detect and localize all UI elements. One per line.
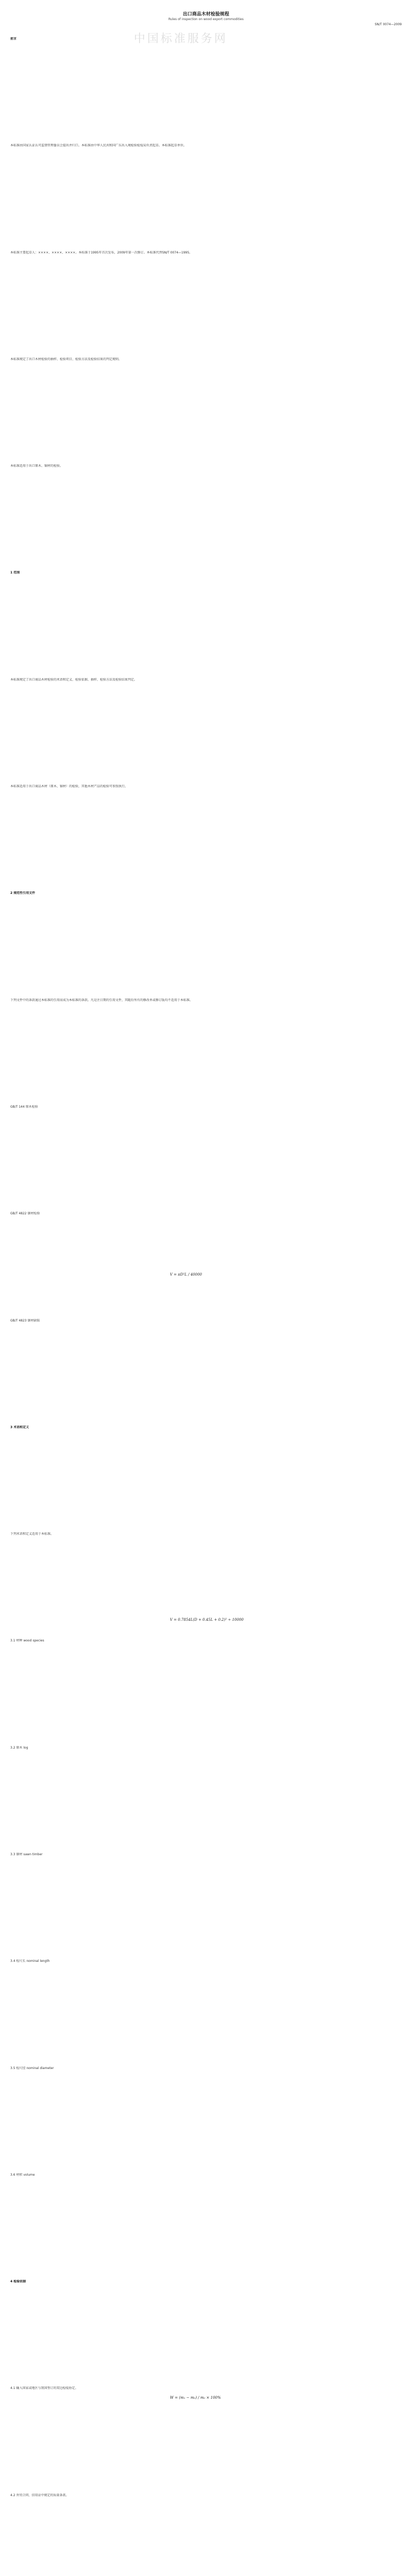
text-line: 本标准主要起草人：××××、××××、××××。本标准于1995年首次发布，2009年第一次修订。本标准代替SN/T 0074—1995。 — [10, 251, 193, 255]
text-line: 下列文件中的条款通过本标准的引用而成为本标准的条款。凡是注日期的引用文件，其随后所有的修改单或修订版均不适用于本标准。 — [10, 998, 193, 1002]
text-line: 4.1 输入国家或地区与我国签订的双边检疫协定。 — [10, 2386, 78, 2390]
text-line: GB/T 4823 锯材缺陷 — [10, 1319, 40, 1323]
text-line: 本标准适用于出口原木、锯材的检验。 — [10, 464, 63, 468]
text-line: 下列术语和定义适用于本标准。 — [10, 1532, 54, 1536]
standard-number: SN/T 0074—2009 — [374, 23, 402, 26]
text-line: 3.5 检尺径 nominal diameter — [10, 2066, 54, 2070]
text-line: GB/T 4822 锯材检验 — [10, 1212, 40, 1215]
text-line: 3.3 锯材 sawn timber — [10, 1853, 43, 1856]
text-line: 前言 — [10, 37, 17, 41]
watermark: 中国标准服务网 — [134, 32, 228, 45]
text-line: 本标准规定了出口木材检验的抽样、检验项目、检验方法及检验结果的判定规则。 — [10, 358, 122, 361]
text-line: 3.6 材积 volume — [10, 2173, 35, 2177]
text-line: 本标准适用于出口商品木材（原木、锯材）的检验，其他木材产品的检验可参照执行。 — [10, 785, 128, 788]
text-line: 3 术语和定义 — [10, 1426, 29, 1429]
document-subtitle: Rules of inspection on wood export commodities — [168, 18, 244, 21]
text-line: 1 范围 — [10, 571, 20, 574]
text-line: 本标准规定了出口商品木材检验的术语和定义、检验依据、抽样、检验方法及检验结果判定。 — [10, 678, 138, 682]
document-title: 出口商品木材检验规程 — [182, 12, 229, 17]
text-line: GB/T 144 原木检验 — [10, 1105, 38, 1109]
text-line: 4.2 外贸合同、信用证中规定的质量条款。 — [10, 2494, 69, 2497]
text-line: 本标准由国家认证认可监督管理委员会提出并归口。本标准由中华人民共和国广东出入境检验检疫局负责起草。本标准起草单位。 — [10, 144, 187, 147]
text-line: 3.1 材种 wood species — [10, 1639, 44, 1642]
formula: W = (m₁ − m₀) / m₀ × 100% — [170, 2396, 221, 2400]
formula: V = 0.7854L(D + 0.45L + 0.2)² ÷ 10000 — [170, 1618, 244, 1622]
text-line: 3.2 原木 log — [10, 1746, 28, 1750]
text-line: 2 规范性引用文件 — [10, 891, 36, 895]
text-line: 4 检验依据 — [10, 2280, 26, 2283]
text-line: 3.4 检尺长 nominal length — [10, 1959, 50, 1963]
formula: V = πD²L / 40000 — [170, 1273, 202, 1277]
